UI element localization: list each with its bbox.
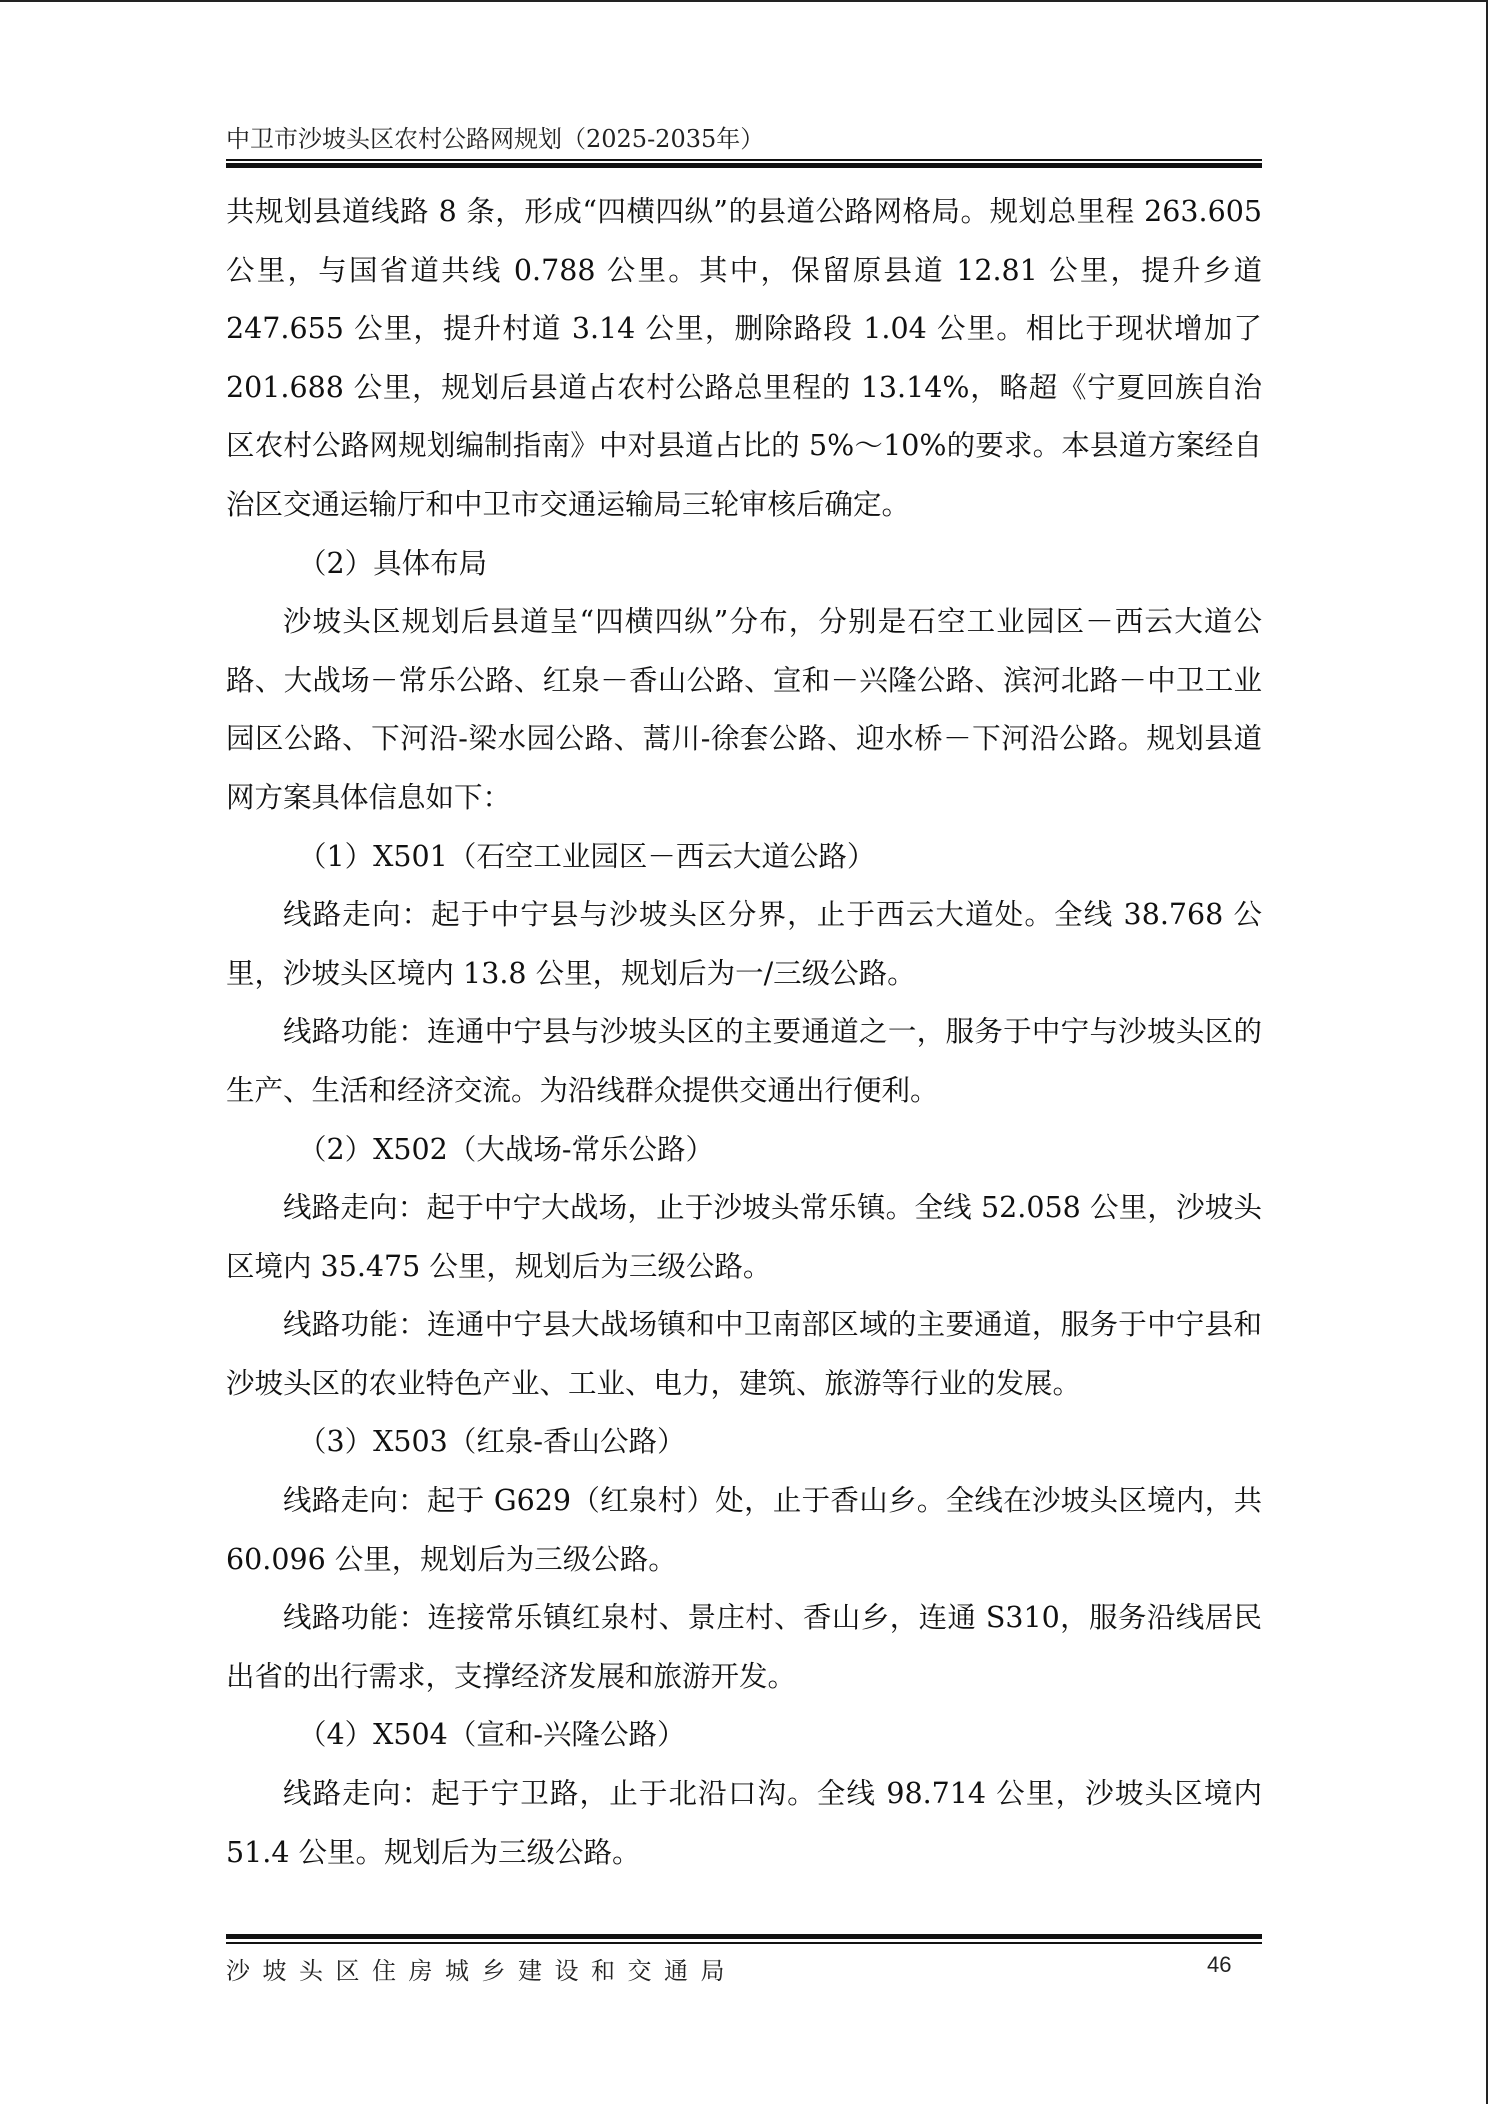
- running-header: 中卫市沙坡头区农村公路网规划（2025-2035年）: [226, 125, 765, 153]
- footer-rule-thick: [226, 1934, 1262, 1939]
- route-heading-x503: （3）X503（红泉-香山公路）: [298, 1425, 686, 1459]
- route-function-x503: 线路功能：连接常乐镇红泉村、景庄村、香山乡，连通 S310，服务沿线居民出省的出行需求，支撑经济发展和旅游开发。: [226, 1601, 1262, 1693]
- route-direction-x501: 线路走向：起于中宁县与沙坡头区分界，止于西云大道处。全线 38.768 公里，沙坡头区境内 13.8 公里，规划后为一/三级公路。: [226, 898, 1262, 990]
- route-heading-x504: （4）X504（宣和-兴隆公路）: [298, 1718, 686, 1752]
- header-rule-thin: [226, 159, 1262, 161]
- paragraph-summary: 共规划县道线路 8 条，形成“四横四纵”的县道公路网格局。规划总里程 263.605 公里，与国省道共线 0.788 公里。其中，保留原县道 12.81 公里，提升乡道 247.655 公里，提升村道 3.14 公里，删除路段 1.04 公里。相比于现状增加了 201.688 公里，规划后县道占农村公路总里程的 13.14%，略超《宁夏回族自治区农村公路网规划编制指南》中对县道占比的 5%～10%的要求。本县道方案经自治区交通运输厅和中卫市交通运输局三轮审核后确定。: [226, 195, 1262, 521]
- footer-rule-thin: [226, 1942, 1262, 1944]
- footer-organization: 沙坡头区住房城乡建设和交通局: [226, 1957, 737, 1985]
- route-function-x501: 线路功能：连通中宁县与沙坡头区的主要通道之一，服务于中宁与沙坡头区的生产、生活和经济交流。为沿线群众提供交通出行便利。: [226, 1015, 1262, 1107]
- header-rule-thick: [226, 163, 1262, 168]
- route-direction-x502: 线路走向：起于中宁大战场，止于沙坡头常乐镇。全线 52.058 公里，沙坡头区境内 35.475 公里，规划后为三级公路。: [226, 1191, 1262, 1283]
- route-direction-x503: 线路走向：起于 G629（红泉村）处，止于香山乡。全线在沙坡头区境内，共 60.096 公里，规划后为三级公路。: [226, 1484, 1262, 1576]
- route-heading-x501: （1）X501（石空工业园区－西云大道公路）: [298, 839, 876, 873]
- body-text: [226, 183, 1262, 1882]
- route-direction-x504: 线路走向：起于宁卫路，止于北沿口沟。全线 98.714 公里，沙坡头区境内 51.4 公里。规划后为三级公路。: [226, 1777, 1262, 1869]
- section-heading-layout: （2）具体布局: [298, 546, 488, 580]
- paragraph-layout: 沙坡头区规划后县道呈“四横四纵”分布，分别是石空工业园区－西云大道公路、大战场－常乐公路、红泉－香山公路、宣和－兴隆公路、滨河北路－中卫工业园区公路、下河沿-梁水园公路、蒿川-徐套公路、迎水桥－下河沿公路。规划县道网方案具体信息如下：: [226, 605, 1262, 814]
- route-function-x502: 线路功能：连通中宁县大战场镇和中卫南部区域的主要通道，服务于中宁县和沙坡头区的农业特色产业、工业、电力，建筑、旅游等行业的发展。: [226, 1308, 1262, 1400]
- route-heading-x502: （2）X502（大战场-常乐公路）: [298, 1132, 714, 1166]
- page-number: 46: [1207, 1952, 1232, 1977]
